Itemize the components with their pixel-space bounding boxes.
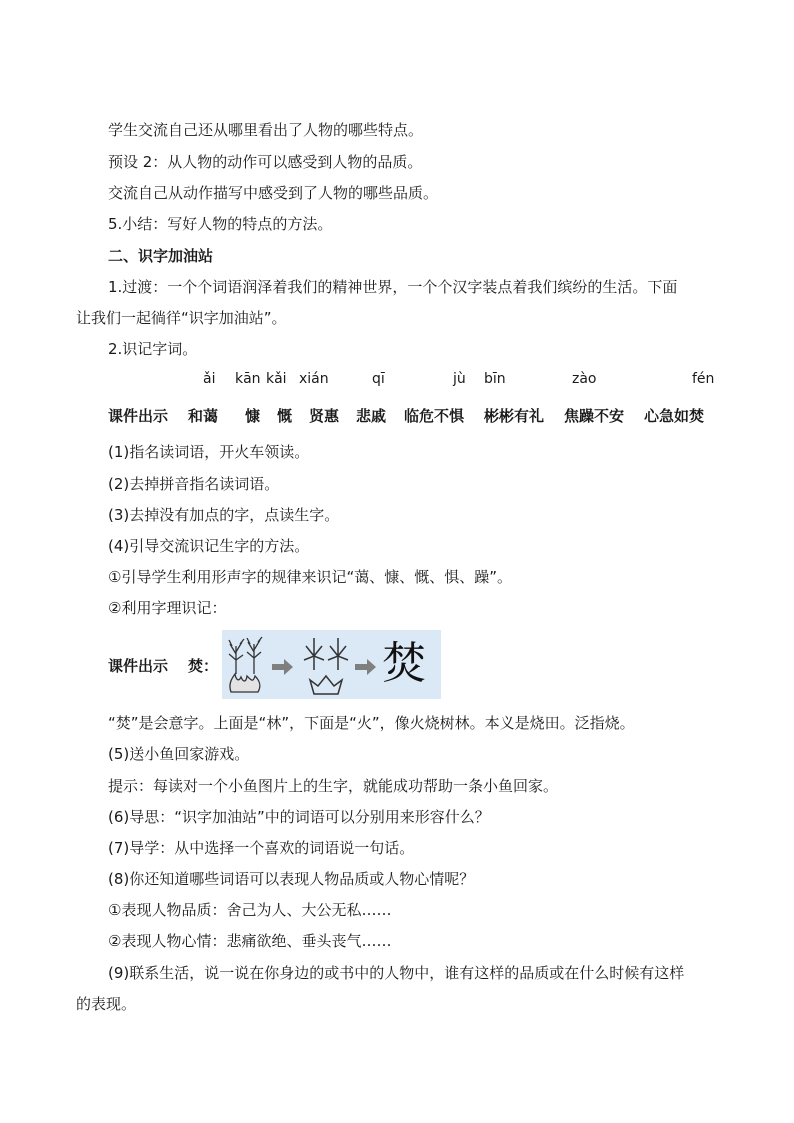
- pinyin: qī: [372, 371, 385, 387]
- arrow-icon: [272, 659, 293, 675]
- line-7: 让我们一起徜徉“识字加油站”。: [76, 309, 287, 327]
- line-9: (1)指名读词语，开火车领读。: [108, 443, 310, 461]
- pinyin: bīn: [484, 371, 506, 387]
- line-15: “焚”是会意字。上面是“林”，下面是“火”，像火烧树林。本义是烧田。泛指烧。: [108, 714, 635, 732]
- line-19: (7)导学：从中选择一个喜欢的词语说一句话。: [108, 839, 415, 857]
- line-10: (2)去掉拼音指名读词语。: [108, 475, 280, 493]
- pinyin: zào: [572, 371, 597, 387]
- figure-courseware-label: 课件出示: [108, 657, 169, 675]
- pinyin: kān: [235, 371, 261, 387]
- pinyin: ǎi: [203, 371, 216, 387]
- word: 和蔼: [188, 407, 219, 425]
- line-22: ②表现人物心情：悲痛欲绝、垂头丧气……: [108, 932, 392, 950]
- line-6: 1.过渡：一个个词语润泽着我们的精神世界，一个个汉字装点着我们缤纷的生活。下面: [108, 278, 678, 296]
- word: 心急如焚: [644, 407, 705, 425]
- line-3: 交流自己从动作描写中感受到了人物的哪些品质。: [108, 184, 439, 202]
- pinyin: fén: [692, 371, 715, 387]
- line-8: 2.识记字词。: [108, 340, 198, 358]
- pinyin: kǎi: [266, 371, 287, 387]
- word: 慨: [277, 407, 293, 425]
- word: 慷: [245, 407, 261, 425]
- line-14: ②利用字理识记：: [108, 599, 227, 617]
- word: 临危不惧: [404, 407, 465, 425]
- seal-script-drawing: [304, 638, 348, 694]
- word: 彬彬有礼: [484, 407, 545, 425]
- word: 贤惠: [309, 407, 340, 425]
- figure-label: 焚：: [188, 657, 219, 675]
- character-evolution-figure: [222, 630, 441, 699]
- burning-trees-drawing: [229, 637, 262, 692]
- pinyin: xián: [299, 371, 329, 387]
- line-12: (4)引导交流识记生字的方法。: [108, 537, 310, 555]
- line-17: 提示：每读对一个小鱼图片上的生字，就能成功帮助一条小鱼回家。: [108, 777, 559, 795]
- line-20: (8)你还知道哪些词语可以表现人物品质或人物心情呢？: [108, 870, 475, 888]
- section-heading: 二、识字加油站: [108, 247, 214, 265]
- line-2: 预设 2：从人物的动作可以感受到人物的品质。: [108, 153, 423, 171]
- courseware-label: 课件出示: [108, 407, 169, 425]
- line-1: 学生交流自己还从哪里看出了人物的哪些特点。: [108, 121, 424, 139]
- line-24: 的表现。: [76, 995, 137, 1013]
- line-21: ①表现人物品质：舍己为人、大公无私……: [108, 901, 392, 919]
- line-16: (5)送小鱼回家游戏。: [108, 745, 250, 763]
- modern-character: 焚: [382, 638, 426, 689]
- word: 焦躁不安: [564, 407, 625, 425]
- line-18: (6)导思：“识字加油站”中的词语可以分别用来形容什么？: [108, 808, 490, 826]
- line-4: 5.小结：写好人物的特点的方法。: [108, 215, 333, 233]
- arrow-icon: [355, 659, 376, 675]
- line-11: (3)去掉没有加点的字，点读生字。: [108, 506, 340, 524]
- pinyin: jù: [453, 371, 466, 387]
- line-13: ①引导学生利用形声字的规律来识记“蔼、慷、慨、惧、躁”。: [108, 568, 512, 586]
- word: 悲戚: [356, 407, 387, 425]
- line-23: (9)联系生活，说一说在你身边的或书中的人物中，谁有这样的品质或在什么时候有这样: [108, 964, 685, 982]
